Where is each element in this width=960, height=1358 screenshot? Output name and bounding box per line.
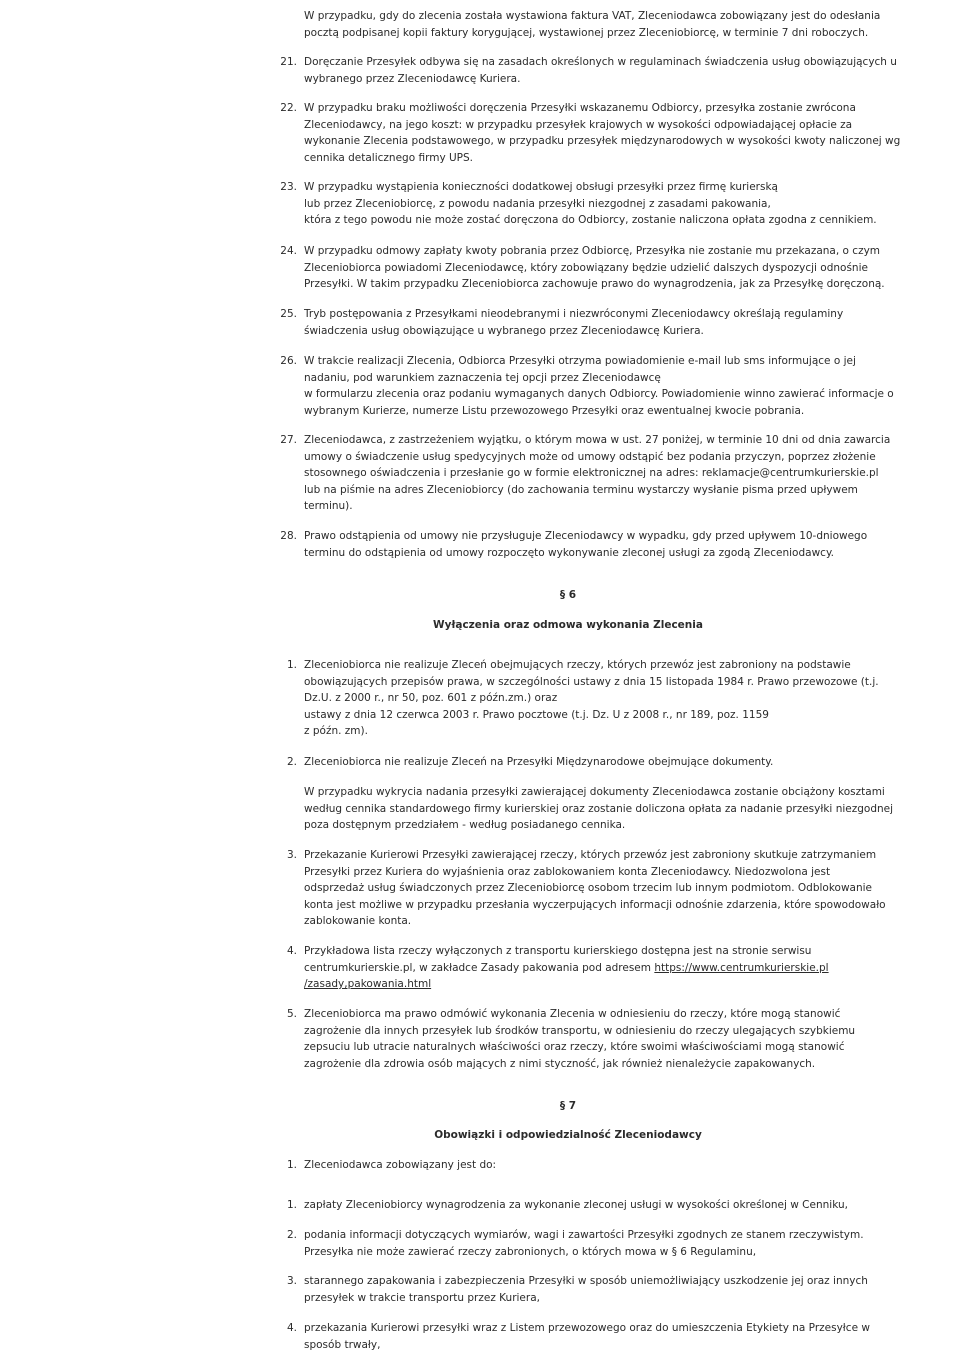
- text-line: Dz.U. z 2000 r., nr 50, poz. 601 z późn.zm.) oraz: [304, 692, 558, 704]
- text-line: Tryb postępowania z Przesyłkami nieodebranymi i niezwróconymi Zleceniodawcy określają regulaminy: [304, 308, 844, 320]
- list-number: 2.: [286, 756, 297, 768]
- list-number: 25.: [280, 308, 297, 320]
- text-line: która z tego powodu nie może zostać doręczona do Odbiorcy, zostanie naliczona opłata zgodna z cennikiem.: [304, 214, 877, 226]
- list-number: 1.: [286, 1159, 297, 1171]
- list-text: [304, 432, 891, 515]
- list-text: [304, 100, 901, 166]
- text-line: Zleceniodawcy, na jego koszt: w przypadku przesyłek krajowych w wysokości odpowiadającej opłacie za: [304, 118, 853, 131]
- text-line: według cennika standardowego firmy kurierskiej oraz zostanie doliczona opłata za nadanie przesyłki niezgodnej: [304, 802, 894, 815]
- text-line: Przykładowa lista rzeczy wyłączonych z transportu kurierskiego dostępna jest na stronie serwisu: [304, 945, 812, 957]
- list-text: [304, 943, 870, 993]
- text-line: sposób trwały,: [304, 1338, 381, 1351]
- list-text: [304, 1197, 870, 1214]
- text-line: zepsuciu lub utracie naturalnych właściwości oraz rzeczy, które swoimi właściwościami mogą stanowić: [304, 1041, 845, 1053]
- list-number: 3.: [286, 1275, 297, 1287]
- text-line: wykonanie Zlecenia podstawowego, w przypadku przesyłek międzynarodowych w wysokości kwoty naliczonej wg: [304, 135, 901, 147]
- list-number: 28.: [280, 530, 297, 542]
- section-7-symbol: § 7: [559, 1100, 577, 1112]
- text-line: z późn. zm).: [304, 725, 368, 737]
- pakowanie-link[interactable]: https://www.centrumkurierskie.pl: [654, 961, 829, 974]
- text-line: pocztą podpisanej kopii faktury korygującej, wystawionej przez Zleceniobiorcę, w terminie 7 dni roboczych.: [304, 26, 869, 39]
- text-line: zagrożenie dla zdrowia osób mających z nimi styczność, jak również nienależycie zapakowanych.: [304, 1057, 816, 1070]
- text-line: W przypadku wykrycia nadania przesyłki zawierającej dokumenty Zleceniodawca zostanie obciążony kosztami: [304, 786, 885, 798]
- text-line: obowiązujących przepisów prawa, w szczególności ustawy z dnia 15 listopada 1984 r. Prawo przewozowe (t.j.: [304, 675, 879, 688]
- text-line: Zleceniodawca, z zastrzeżeniem wyjątku, o którym mowa w ust. 27 poniżej, w terminie 10 dni od dnia zawarcia: [304, 434, 891, 446]
- list-text: [304, 306, 870, 339]
- list-text: [304, 847, 886, 930]
- list-text: [304, 1320, 870, 1353]
- list-number: 24.: [280, 245, 297, 257]
- text-line: zagrożenie dla innych przesyłek lub środków transportu, w odniesieniu do rzeczy ulegających szybkiemu: [304, 1024, 856, 1037]
- list-number: 4.: [286, 1322, 297, 1334]
- text-line: zapłaty Zleceniobiorcy wynagrodzenia za wykonanie zleconej usługi w wysokości określonej w Cenniku,: [304, 1199, 848, 1211]
- text-line: poza dostępnym przedziałem - według posiadanego cennika.: [304, 819, 626, 831]
- list-text: [304, 54, 897, 87]
- text-line: Przesyłka nie może zawierać rzeczy zabronionych, o których mowa w § 6 Regulaminu,: [304, 1245, 757, 1258]
- text-line: [304, 976, 870, 993]
- text-line: [304, 960, 870, 977]
- text-line: W trakcie realizacji Zlecenia, Odbiorca Przesyłki otrzyma powiadomienie e-mail lub sms informujące o jej: [304, 355, 856, 367]
- text-line: Doręczanie Przesyłek odbywa się na zasadach określonych w regulaminach świadczenia usług obowiązujących u: [304, 56, 897, 68]
- text-line: Zleceniobiorca nie realizuje Zleceń na Przesyłki Międzynarodowe obejmujące dokumenty.: [304, 756, 774, 768]
- text-line: odsprzedaż usług świadczonych przez Zleceniobiorcę osobom trzecim lub innym podmiotom. Odblokowanie: [304, 882, 873, 894]
- text-line: świadczenia usług obowiązujące u wybranego przez Zleceniodawcę Kuriera.: [304, 324, 704, 337]
- text-line: W przypadku odmowy zapłaty kwoty pobrania przez Odbiorcę, Przesyłka nie zostanie mu przekazana, o czym: [304, 245, 881, 257]
- text-line: Zleceniobiorca nie realizuje Zleceń obejmujących rzeczy, których przewóz jest zabroniony na podstawie: [304, 659, 851, 671]
- text-line: lub na piśmie na adres Zleceniobiorcy (do zachowania terminu wystarczy wysłanie pisma przed upływem: [304, 483, 858, 496]
- text-line: Zleceniobiorca ma prawo odmówić wykonania Zlecenia w odniesieniu do rzeczy, które mogą stanowić: [304, 1008, 841, 1020]
- list-text: [304, 754, 870, 771]
- text-line: ustawy z dnia 12 czerwca 2003 r. Prawo pocztowe (t.j. Dz. U z 2008 r., nr 189, poz. 1159: [304, 708, 769, 721]
- text-line: konta jest możliwe w przypadku przesłania wyczerpujących informacji odnośnie zdarzenia, które spowodowało: [304, 898, 886, 911]
- list-text: [304, 1273, 870, 1306]
- list-text: [304, 1006, 870, 1072]
- text-line: Zleceniodawca zobowiązany jest do:: [304, 1159, 497, 1171]
- list-text: [304, 528, 870, 561]
- text-line: wybranego przez Zleceniodawcę Kuriera.: [304, 72, 521, 85]
- list-text: [304, 1157, 870, 1174]
- text-line: przekazania Kurierowi przesyłki wraz z Listem przewozowego oraz do umieszczenia Etykiety na Przesyłce w: [304, 1322, 870, 1334]
- text-line: zablokowanie konta.: [304, 915, 412, 927]
- text-line: W przypadku, gdy do zlecenia została wystawiona faktura VAT, Zleceniodawca zobowiązany jest do odesłania: [304, 10, 881, 22]
- list-number: 5.: [286, 1008, 297, 1020]
- list-number: 1.: [286, 1199, 297, 1211]
- text-line: stosownego oświadczenia i przesłanie go w formie elektronicznej na adres: reklamacje@centrumkurierskie.pl: [304, 467, 879, 479]
- text-line: wybranym Kurierze, numerze Listu przewozowego Przesyłki oraz ewentualnej kwocie pobrania.: [304, 404, 805, 417]
- text-line: w formularzu zlecenia oraz podaniu wymaganych danych Odbiorcy. Powiadomienie winno zawierać informacje o: [304, 388, 894, 400]
- text-line: Zleceniobiorca powiadomi Zleceniodawcę, który zobowiązany będzie udzielić dalszych dyspozycji odnośnie: [304, 261, 868, 274]
- text-line: Przesyłki. W takim przypadku Zleceniobiorca zachowuje prawo do wynagrodzenia, jak za Przesyłkę doręczoną.: [304, 278, 885, 290]
- list-number: 23.: [280, 181, 297, 193]
- list-number: 21.: [280, 56, 297, 68]
- list-text: [304, 784, 894, 834]
- text-line: Przesyłki przez Kuriera do wyjaśnienia oraz zablokowaniem konta Zleceniodawcy. Niedozwolona jest: [304, 865, 831, 878]
- list-text: [304, 1227, 870, 1260]
- list-number: 22.: [280, 102, 297, 114]
- list-text: [304, 657, 879, 740]
- list-number: 4.: [286, 945, 297, 957]
- text-line: cennika detalicznego firmy UPS.: [304, 151, 474, 164]
- list-number: 2.: [286, 1229, 297, 1241]
- pakowanie-link-continued[interactable]: /zasady,pakowania.html: [304, 978, 432, 990]
- list-number: 26.: [280, 355, 297, 367]
- list-number: 1.: [286, 659, 297, 671]
- list-text: [304, 353, 894, 419]
- section-6-title: Wyłączenia oraz odmowa wykonania Zlecenia: [433, 619, 703, 631]
- intro-paragraph: [304, 8, 880, 41]
- text-line: W przypadku braku możliwości doręczenia Przesyłki wskazanemu Odbiorcy, przesyłka zostanie zwrócona: [304, 102, 856, 114]
- text-line: Przekazanie Kurierowi Przesyłki zawierającej rzeczy, których przewóz jest zabroniony skutkuje zatrzymaniem: [304, 849, 877, 861]
- text-line: nadaniu, pod warunkiem zaznaczenia tej opcji przez Zleceniodawcę: [304, 371, 661, 384]
- text-line: umowy o świadczenie usług spedycyjnych może od umowy odstąpić bez podania przyczyn, poprzez złożenie: [304, 450, 876, 463]
- section-6-symbol: § 6: [559, 589, 577, 601]
- list-number: 27.: [280, 434, 297, 446]
- list-number: 3.: [286, 849, 297, 861]
- text-line: terminu do odstąpienia od umowy rozpoczęto wykonywanie zleconej usługi za zgodą Zleceniodawcy.: [304, 546, 834, 559]
- text-line: przesyłek w trakcie transportu przez Kuriera,: [304, 1291, 540, 1304]
- text-line: W przypadku wystąpienia konieczności dodatkowej obsługi przesyłki przez firmę kurierską: [304, 181, 778, 193]
- text-line: podania informacji dotyczących wymiarów, wagi i zawartości Przesyłki zgodnych ze stanem rzeczywistym.: [304, 1229, 864, 1241]
- text-line: lub przez Zleceniobiorcę, z powodu nadania przesyłki niezgodnej z zasadami pakowania,: [304, 197, 771, 210]
- text-line: terminu).: [304, 500, 353, 512]
- text-line: Prawo odstąpienia od umowy nie przysługuje Zleceniodawcy w wypadku, gdy przed upływem 10-dniowego: [304, 530, 868, 542]
- section-7-title: Obowiązki i odpowiedzialność Zleceniodawcy: [434, 1129, 702, 1141]
- text-line: starannego zapakowania i zabezpieczenia Przesyłki w sposób uniemożliwiający uszkodzenie jej oraz innych: [304, 1275, 868, 1287]
- list-text: [304, 243, 885, 293]
- link-prefix-text: centrumkurierskie.pl, w zakładce Zasady pakowania pod adresem: [304, 961, 655, 974]
- list-text: [304, 179, 877, 229]
